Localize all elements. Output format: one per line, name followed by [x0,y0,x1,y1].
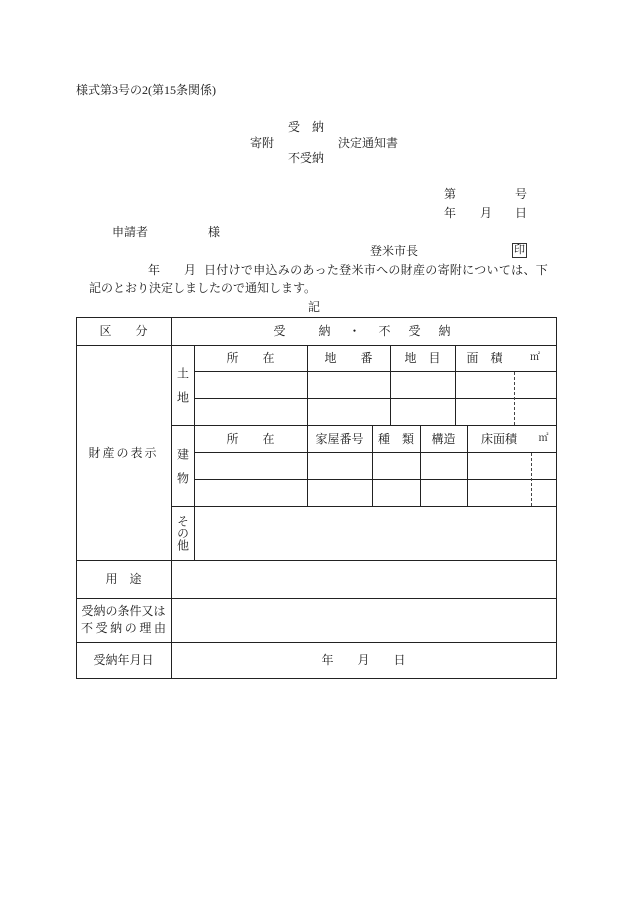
body-line-1: 日付けで申込みのあった登米市への財産の寄附については、下 [204,263,549,277]
issue-date-day: 日 [515,206,528,220]
other-entry-cell [195,507,556,560]
building-entry-row [195,453,556,479]
land-header-location: 所 在 [226,351,275,365]
land-section-label [171,345,194,425]
applicant-label: 申請者 [112,225,149,239]
issuer-title: 登米市長 [370,244,419,258]
document-number-suffix: 号 [515,187,528,201]
conditions-label-line-2: 不受納の理由 [80,621,169,635]
acceptance-date-label: 受納年月日 [93,653,154,667]
other-label: その他 [175,515,190,551]
land-header-category: 地 目 [404,351,441,365]
building-header-area-unit: ㎡ [538,432,549,444]
body-year: 年 [148,263,161,277]
acceptance-date-value: 年 月 日 [321,653,406,667]
building-label: 建物 [175,447,190,496]
building-entry-row [195,480,556,506]
issue-date-month: 月 [480,206,493,220]
title-decision-notice: 決定通知書 [338,136,399,150]
property-label: 財産の表示 [88,445,159,460]
title-donation: 寄附 [250,136,275,150]
building-section-label [171,425,194,506]
building-header-floor-area: 床面積 [480,431,517,446]
purpose-entry-cell [172,561,556,598]
land-header-area-unit: ㎡ [530,352,540,363]
other-section-label [171,506,194,560]
land-entry-row [195,372,556,398]
building-header-house-number: 家屋番号 [315,431,364,446]
seal-stamp-box: 印 [514,244,525,256]
body-line-2: 記のとおり決定しましたので通知します。 [89,281,317,295]
purpose-label: 用 途 [105,572,142,586]
conditions-entry-cell [172,599,556,642]
title-reject: 不受納 [288,151,325,165]
category-value: 受 納 ・ 不 受 納 [273,324,454,338]
building-header-location: 所 在 [226,431,275,446]
category-label: 区 分 [99,324,148,338]
applicant-honorific: 様 [208,225,221,239]
land-header-lot-number: 地 番 [324,351,373,365]
land-label: 土地 [175,367,190,415]
document-number-prefix: 第 [444,187,457,201]
land-header-area: 面 積 [466,351,503,365]
building-header-structure: 構造 [431,431,456,446]
form-number-label: 様式第3号の2(第15条関係) [76,83,216,97]
title-accept: 受 納 [288,120,325,134]
issue-date-year: 年 [444,206,457,220]
body-month: 月 [184,263,197,277]
building-header-type: 種 類 [377,431,414,446]
conditions-label [76,598,171,642]
conditions-label-line-1: 受納の条件又は [81,604,166,618]
note-heading: 記 [308,300,321,314]
land-entry-row [195,399,556,425]
